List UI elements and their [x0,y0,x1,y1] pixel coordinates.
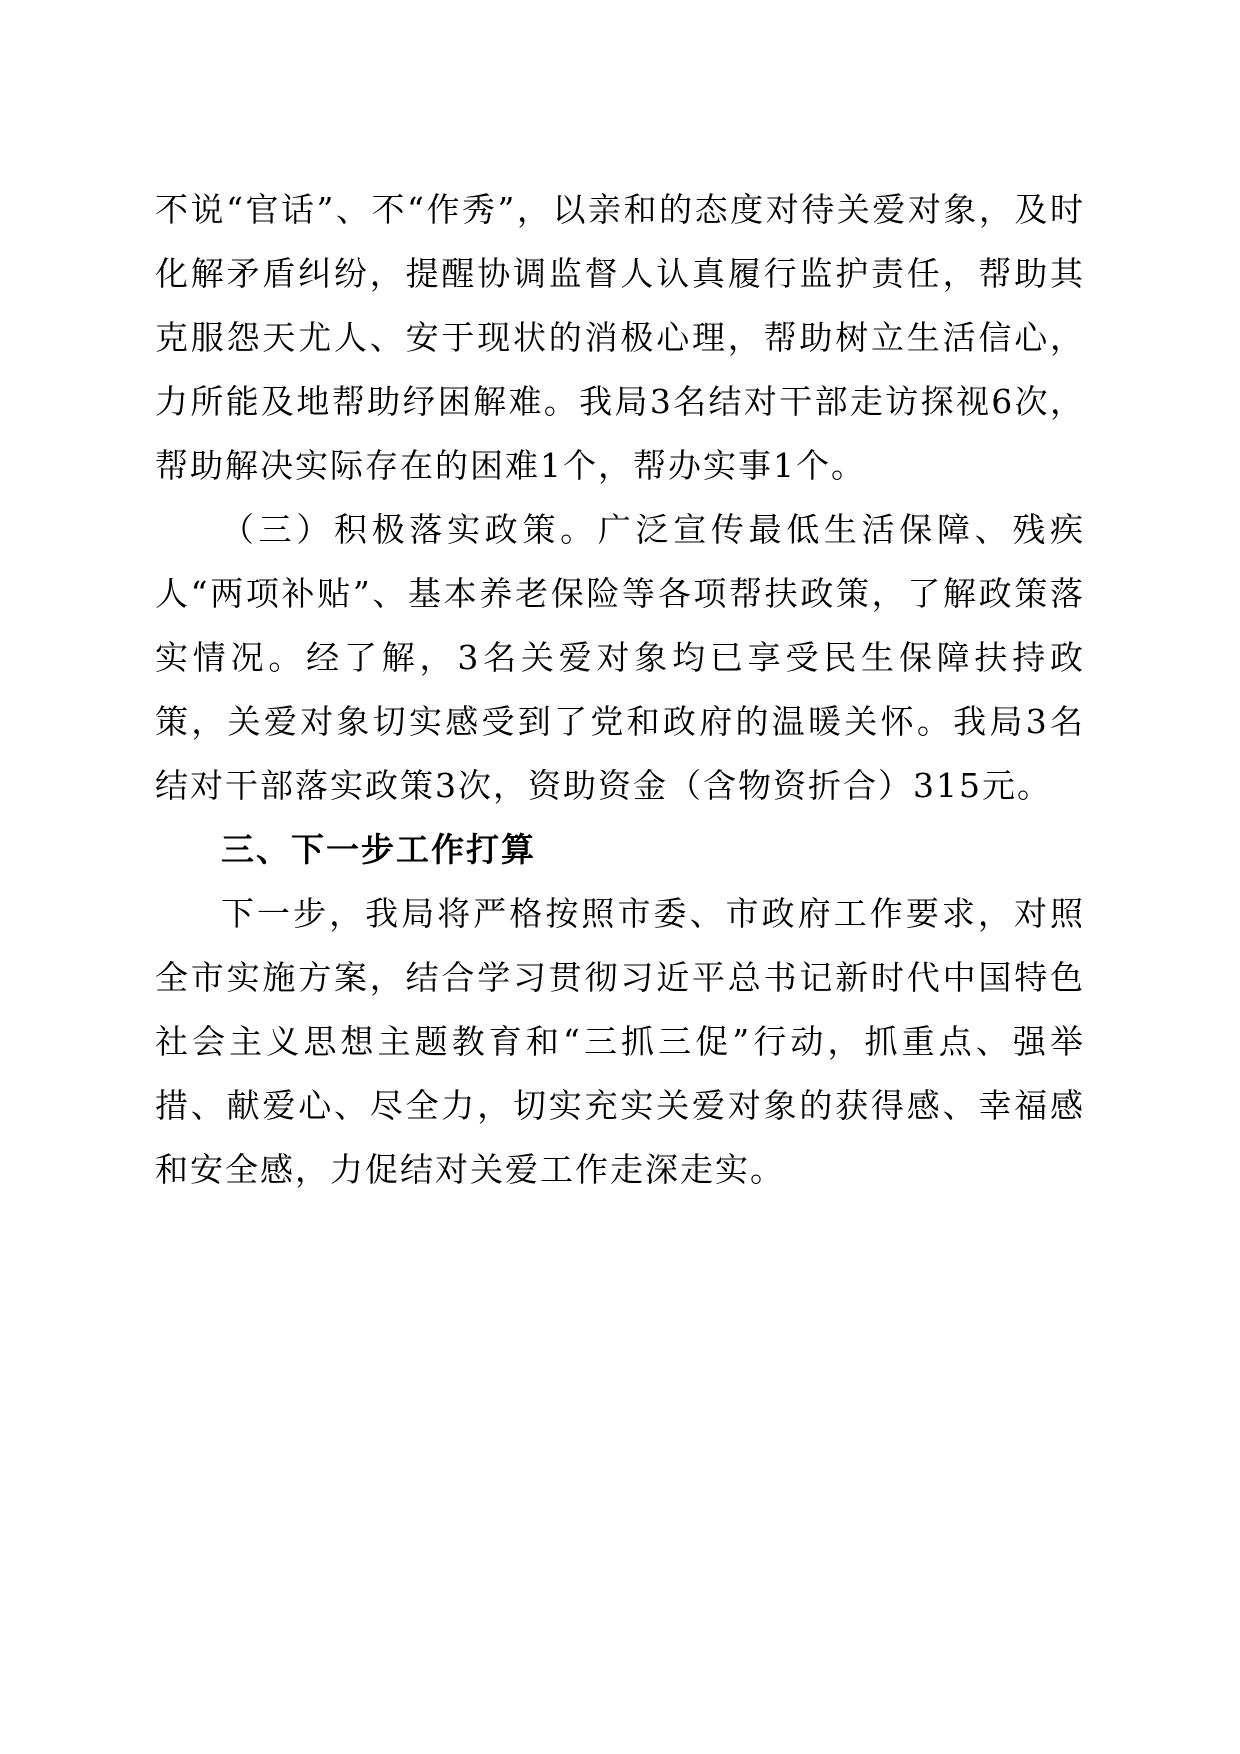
section-heading: 三、下一步工作打算 [221,830,536,869]
paragraph-continuation [155,178,1085,498]
paragraph-policy-text: 广泛宣传最低生活保障、残疾人“两项补贴”、基本养老保险等各项帮扶政策，了解政策落实情况。经了解，3名关爱对象均已享受民生保障扶持政策，关爱对象切实感受到了党和政府的温暖关怀。我局3名结对干部落实政策3次，资助资金（含物资折合）315元。 [155,510,1086,805]
document-body [155,178,1085,1202]
paragraph-policy [155,498,1085,818]
paragraph-continuation-text: 不说“官话”、不“作秀”，以亲和的态度对待关爱对象，及时化解矛盾纠纷，提醒协调监督人认真履行监护责任，帮助其克服怨天尤人、安于现状的消极心理，帮助树立生活信心，力所能及地帮助纾困解难。我局3名结对干部走访探视6次，帮助解决实际存在的困难1个，帮办实事1个。 [155,190,1085,485]
paragraph-next-step: 下一步，我局将严格按照市委、市政府工作要求，对照全市实施方案，结合学习贯彻习近平总书记新时代中国特色社会主义思想主题教育和“三抓三促”行动，抓重点、强举措、献爱心、尽全力，切实充实关爱对象的获得感、幸福感和安全感，力促结对关爱工作走深走实。 [155,894,1085,1189]
paragraph-policy-lead: （三）积极落实政策。 [221,510,598,549]
